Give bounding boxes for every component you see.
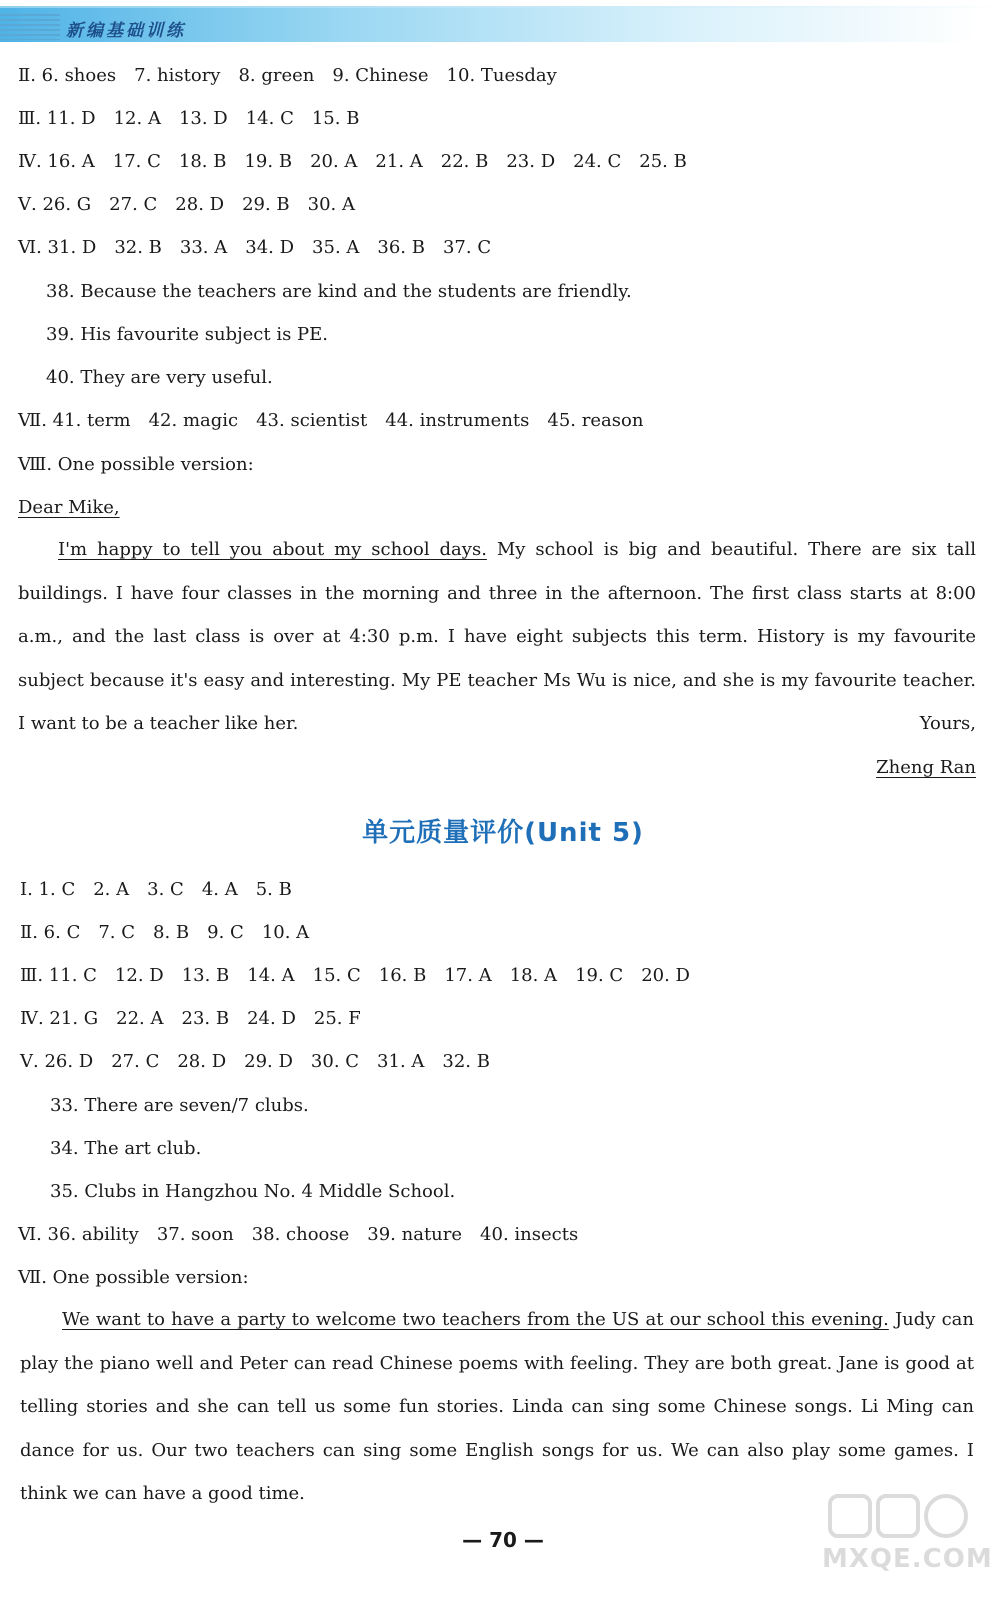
answer-item: 18. B	[178, 151, 227, 172]
unit5-row-1	[20, 921, 327, 945]
answer-item: Ⅲ. 11. D	[18, 108, 96, 129]
unit5-row-4	[20, 1050, 508, 1074]
answer-sentence-33: 33. There are seven/7 clubs.	[50, 1095, 309, 1116]
answer-item: Ⅰ. 1. C	[20, 879, 76, 900]
answer-item: 29. B	[242, 194, 290, 215]
answer-item: 37. soon	[156, 1224, 234, 1245]
answer-item: 10. A	[261, 922, 310, 943]
unit5-part-vii-heading: Ⅶ. One possible version:	[18, 1267, 249, 1288]
answer-item: 44. instruments	[385, 410, 530, 431]
answer-item: 19. B	[244, 151, 293, 172]
answer-item: 23. B	[181, 1008, 230, 1029]
book-title: 新编基础训练	[66, 21, 186, 41]
answer-item: 9. Chinese	[332, 65, 429, 86]
answer-item: 2. A	[93, 879, 130, 900]
answer-item: 12. A	[113, 108, 161, 129]
letter-body	[18, 528, 976, 746]
unit4-row-1	[18, 107, 377, 131]
answer-item: 5. B	[255, 879, 292, 900]
answer-item: 35. A	[312, 237, 360, 258]
answer-item: 34. D	[245, 237, 295, 258]
page-number: — 70 —	[462, 1528, 544, 1552]
answer-item: 30. A	[307, 194, 356, 215]
answer-item: 15. B	[311, 108, 360, 129]
answer-item: 27. C	[111, 1051, 160, 1072]
answer-item: 20. D	[641, 965, 690, 986]
answer-item: Ⅵ. 36. ability	[18, 1224, 139, 1245]
answer-item: 25. B	[639, 151, 687, 172]
answer-item: 10. Tuesday	[446, 65, 557, 86]
answer-item: 21. A	[375, 151, 423, 172]
answer-item: 4. A	[201, 879, 238, 900]
answer-item: 23. D	[506, 151, 556, 172]
header-band	[0, 0, 1006, 46]
letter-body-text: My school is big and beautiful. There are six tall buildings. I have four classes in the morning and three in the afternoon. The first class starts at 8:00 a.m., and the last class is over at 4:30 p.m. I have eight subjects this term. History is my favourite subject because it's easy and interesting. My PE teacher Ms Wu is nice, and she is my favourite teacher. I want to be a teacher like her.	[18, 539, 976, 734]
answer-sentence-35: 35. Clubs in Hangzhou No. 4 Middle School.	[50, 1181, 456, 1202]
answer-item: Ⅶ. 41. term	[18, 410, 131, 431]
answer-item: 32. B	[114, 237, 162, 258]
answer-item: 19. C	[575, 965, 624, 986]
answer-item: 15. C	[312, 965, 361, 986]
unit5-row-3	[20, 1007, 379, 1031]
watermark-text: MXQE.COM	[822, 1544, 993, 1574]
answer-item: 24. D	[247, 1008, 296, 1029]
answer-sentence-40: 40. They are very useful.	[46, 367, 273, 388]
answer-item: 7. C	[98, 922, 136, 943]
answer-sentence-38: 38. Because the teachers are kind and the students are friendly.	[46, 281, 632, 302]
answer-item: 16. B	[378, 965, 427, 986]
watermark-emblem-icon	[822, 1488, 972, 1548]
answer-item: Ⅱ. 6. C	[20, 922, 81, 943]
answer-item: 8. green	[238, 65, 315, 86]
answer-item: 24. C	[573, 151, 622, 172]
answer-item: 17. C	[112, 151, 161, 172]
answer-item: 43. scientist	[256, 410, 368, 431]
answer-item: 29. D	[244, 1051, 293, 1072]
unit4-part-viii-heading: Ⅷ. One possible version:	[18, 454, 254, 475]
unit4-row-4	[18, 236, 509, 260]
answer-item: 8. B	[153, 922, 190, 943]
answer-item: 12. D	[114, 965, 164, 986]
answer-item: 27. C	[109, 194, 158, 215]
answer-item: 22. B	[440, 151, 489, 172]
answer-item: 38. choose	[251, 1224, 350, 1245]
answer-item: 9. C	[207, 922, 244, 943]
answer-item: 25. F	[313, 1008, 361, 1029]
answer-item: Ⅵ. 31. D	[18, 237, 97, 258]
letter-greeting: Dear Mike,	[18, 497, 120, 518]
answer-item: Ⅴ. 26. G	[18, 194, 92, 215]
answer-item: 31. A	[377, 1051, 425, 1072]
letter-closing: Yours,	[919, 713, 976, 734]
answer-sentence-34: 34. The art club.	[50, 1138, 202, 1159]
letter-first-sentence: I'm happy to tell you about my school days.	[58, 539, 487, 560]
answer-item: Ⅳ. 21. G	[20, 1008, 99, 1029]
answer-item: 30. C	[310, 1051, 360, 1072]
answer-item: 40. insects	[480, 1224, 579, 1245]
answer-item: 28. D	[175, 194, 225, 215]
answer-item: 13. D	[178, 108, 228, 129]
unit4-row-0	[18, 64, 575, 88]
answer-item: 14. C	[245, 108, 294, 129]
unit4-part-vii	[18, 409, 661, 433]
essay-body-text: Judy can play the piano well and Peter can read Chinese poems with feeling. They are both great. Jane is good at telling stories and she can tell us some fun stories. Linda can sing some Chinese songs. Li Ming can dance for us. Our two teachers can sing some English songs for us. We can also play some games. I think we can have a good time.	[20, 1309, 974, 1504]
answer-item: Ⅴ. 26. D	[20, 1051, 94, 1072]
answer-item: 18. A	[509, 965, 558, 986]
section-title: 单元质量评价(Unit 5)	[362, 818, 644, 848]
answer-item: 32. B	[442, 1051, 490, 1072]
unit4-row-3	[18, 193, 373, 217]
answer-item: 22. A	[116, 1008, 164, 1029]
answer-item: 13. B	[181, 965, 230, 986]
answer-item: Ⅳ. 16. A	[18, 151, 95, 172]
answer-item: 17. A	[444, 965, 492, 986]
answer-item: 39. nature	[367, 1224, 463, 1245]
watermark-logo	[822, 1488, 993, 1584]
unit5-row-2	[20, 964, 708, 988]
essay-first-sentence: We want to have a party to welcome two teachers from the US at our school this evening.	[62, 1309, 889, 1330]
header-stripes-decoration	[0, 14, 60, 40]
answer-item: 42. magic	[148, 410, 239, 431]
answer-item: Ⅱ. 6. shoes	[18, 65, 117, 86]
unit5-part-vi	[18, 1223, 596, 1247]
answer-item: 20. A	[310, 151, 358, 172]
answer-item: 33. A	[179, 237, 228, 258]
answer-item: 14. A	[247, 965, 295, 986]
answer-item: 45. reason	[547, 410, 644, 431]
answer-item: 37. C	[442, 237, 492, 258]
answer-item: 36. B	[377, 237, 425, 258]
answer-item: 3. C	[147, 879, 184, 900]
answer-item: Ⅲ. 11. C	[20, 965, 97, 986]
essay-body	[20, 1298, 974, 1516]
letter-signature: Zheng Ran	[876, 757, 976, 778]
unit4-row-2	[18, 150, 705, 174]
unit5-row-0	[20, 878, 310, 902]
answer-item: 28. D	[177, 1051, 227, 1072]
answer-sentence-39: 39. His favourite subject is PE.	[46, 324, 329, 345]
answer-item: 7. history	[134, 65, 221, 86]
